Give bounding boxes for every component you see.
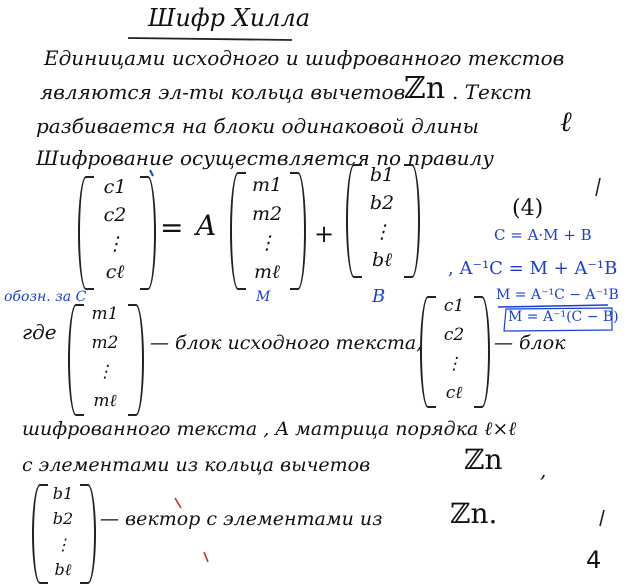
equals-sign: = <box>160 211 184 244</box>
m-vector-entry: m2 <box>251 203 283 225</box>
intro-line-2: являются эл-ты кольца вычетов <box>40 80 406 104</box>
note-equation-2: , A⁻¹C = M + A⁻¹B <box>448 258 618 279</box>
b-vector-entry: ⋮ <box>372 220 392 243</box>
matrix-a: A <box>196 209 217 242</box>
note-equation-3: M = A⁻¹C − A⁻¹B <box>496 287 619 303</box>
plus-sign: + <box>314 220 335 248</box>
label-m: M <box>256 289 271 305</box>
para2-line-2: с элементами из кольца вычетов <box>22 454 371 476</box>
source-block-description: — блок исходного текста, <box>150 332 423 354</box>
para2-comma: , <box>540 458 547 482</box>
b-block-entry: b2 <box>52 509 74 529</box>
page-title: Шифр Хилла <box>148 4 311 32</box>
para2-line-1: шифрованного текста , A матрица порядка ℓ×ℓ <box>22 418 517 440</box>
cipher-block-description: — блок <box>494 332 566 354</box>
para2-zn: ℤn <box>464 443 503 476</box>
note-equation-4: M = A⁻¹(C − B) <box>508 309 619 325</box>
vector-zn: ℤn. <box>450 497 498 530</box>
intro-line-2-tail: . Текст <box>452 80 532 104</box>
cipher-block-entry: c2 <box>443 325 465 345</box>
source-block-entry: ⋮ <box>96 362 114 382</box>
label-b: B <box>372 286 386 307</box>
m-vector-entry: m1 <box>251 174 283 196</box>
c-vector-entry: ⋮ <box>105 232 125 255</box>
c-vector-entry: c1 <box>103 176 127 198</box>
cipher-block-entry: ⋮ <box>445 354 463 374</box>
equation-number: (4) <box>512 196 544 221</box>
note-equation-1: C = A·M + B <box>494 226 592 244</box>
label-c: обозн. за C <box>4 289 87 305</box>
vector-description: — вектор с элементами из <box>100 508 383 530</box>
b-vector-entry: bℓ <box>371 248 393 271</box>
page-number: 4 <box>586 546 602 574</box>
intro-line-1: Единицами исходного и шифрованного текстов <box>44 46 565 70</box>
intro-zn: ℤn <box>404 71 446 106</box>
source-block-entry: m1 <box>91 304 119 324</box>
m-vector-entry: ⋮ <box>257 232 277 254</box>
cipher-block-entry: cℓ <box>445 383 463 403</box>
intro-line-4: Шифрование осуществляется по правилу <box>36 146 494 170</box>
block-length-symbol: ℓ <box>560 105 572 138</box>
m-vector-entry: mℓ <box>254 261 280 283</box>
source-block-entry: m2 <box>91 333 119 353</box>
c-vector-entry: cℓ <box>105 260 125 283</box>
source-block-entry: mℓ <box>93 391 117 411</box>
b-block-entry: bℓ <box>54 559 72 579</box>
b-vector-entry: b2 <box>369 192 395 215</box>
b-vector-entry: b1 <box>369 164 395 186</box>
intro-line-3: разбивается на блоки одинаковой длины <box>36 114 479 138</box>
c-vector-entry: c2 <box>103 204 127 227</box>
cipher-block-entry: c1 <box>443 296 465 316</box>
b-block-entry: ⋮ <box>55 534 71 554</box>
where-label: где <box>22 320 57 344</box>
b-block-entry: b1 <box>52 484 74 503</box>
